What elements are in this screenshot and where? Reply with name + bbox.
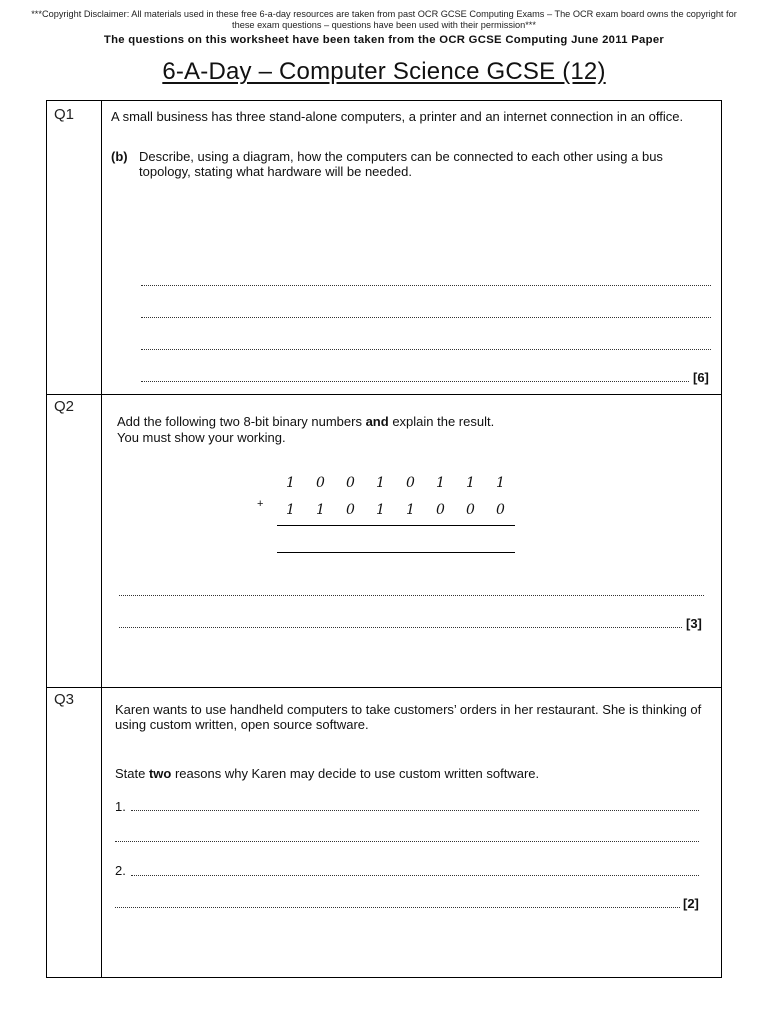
answer-line[interactable]: [119, 627, 682, 628]
binary-digit: 1: [376, 502, 385, 518]
answer-line[interactable]: [119, 595, 704, 596]
answer-number-2: 2.: [115, 863, 126, 878]
q3-question: State two reasons why Karen may decide to use custom written software.: [115, 766, 540, 781]
answer-line[interactable]: [141, 349, 711, 350]
binary-digit: 0: [406, 475, 415, 491]
q1-intro: A small business has three stand-alone computers, a printer and an internet connection in an office.: [111, 109, 684, 124]
binary-digit: 1: [496, 475, 505, 491]
q1-question: Describe, using a diagram, how the computers can be connected to each other using a bus topology, stating what hardware will be needed.: [139, 149, 663, 179]
question-label-q2: Q2: [54, 398, 75, 415]
binary-digit: 0: [346, 475, 355, 491]
binary-digit: 1: [286, 502, 295, 518]
binary-digit: 0: [496, 502, 505, 518]
copyright-disclaimer: ***Copyright Disclaimer: All materials used in these free 6-a-day resources are taken from past OCR GCSE Computing Exams – The OCR exam board owns the copyright for these exam questions – questions have been used with their permission***: [31, 9, 737, 30]
source-note: The questions on this worksheet have been taken from the OCR GCSE Computing June 2011 Paper: [103, 34, 665, 46]
binary-digit: 1: [376, 475, 385, 491]
sum-line-bottom[interactable]: [277, 552, 515, 553]
answer-number-1: 1.: [115, 799, 126, 814]
binary-number-2: [286, 502, 526, 518]
binary-number-1: [286, 475, 526, 491]
binary-digit: 0: [466, 502, 475, 518]
q3-intro: Karen wants to use handheld computers to take customers’ orders in her restaurant. She is thinking of using custom written, open source software.: [115, 702, 702, 732]
answer-line[interactable]: [115, 907, 680, 908]
marks-q3: [2]: [683, 896, 699, 911]
answer-line[interactable]: [141, 317, 711, 318]
answer-line[interactable]: [131, 875, 699, 876]
answer-line[interactable]: [131, 810, 699, 811]
answer-line[interactable]: [115, 841, 699, 842]
sum-line-top: [277, 525, 515, 526]
column-divider: [101, 101, 102, 977]
row-divider-q2: [47, 687, 721, 688]
binary-digit: 0: [316, 475, 325, 491]
binary-digit: 1: [286, 475, 295, 491]
q2-working-note: You must show your working.: [117, 430, 286, 445]
marks-q2: [3]: [686, 616, 702, 631]
binary-digit: 1: [466, 475, 475, 491]
question-label-q1: Q1: [54, 106, 75, 123]
binary-digit: 1: [316, 502, 325, 518]
binary-digit: 1: [436, 475, 445, 491]
binary-digit: 0: [346, 502, 355, 518]
binary-digit: 0: [436, 502, 445, 518]
worksheet-table: [46, 100, 722, 978]
binary-digit: 1: [406, 502, 415, 518]
plus-sign: +: [257, 498, 264, 510]
page-title: 6-A-Day – Computer Science GCSE (12): [162, 58, 606, 85]
marks-q1: [6]: [693, 370, 709, 385]
answer-line[interactable]: [141, 285, 711, 286]
question-label-q3: Q3: [54, 691, 75, 708]
q1-part-label: (b): [111, 149, 128, 164]
answer-line[interactable]: [141, 381, 689, 382]
row-divider-q1: [47, 394, 721, 395]
q2-instruction: Add the following two 8-bit binary numbers and explain the result.: [117, 414, 495, 429]
